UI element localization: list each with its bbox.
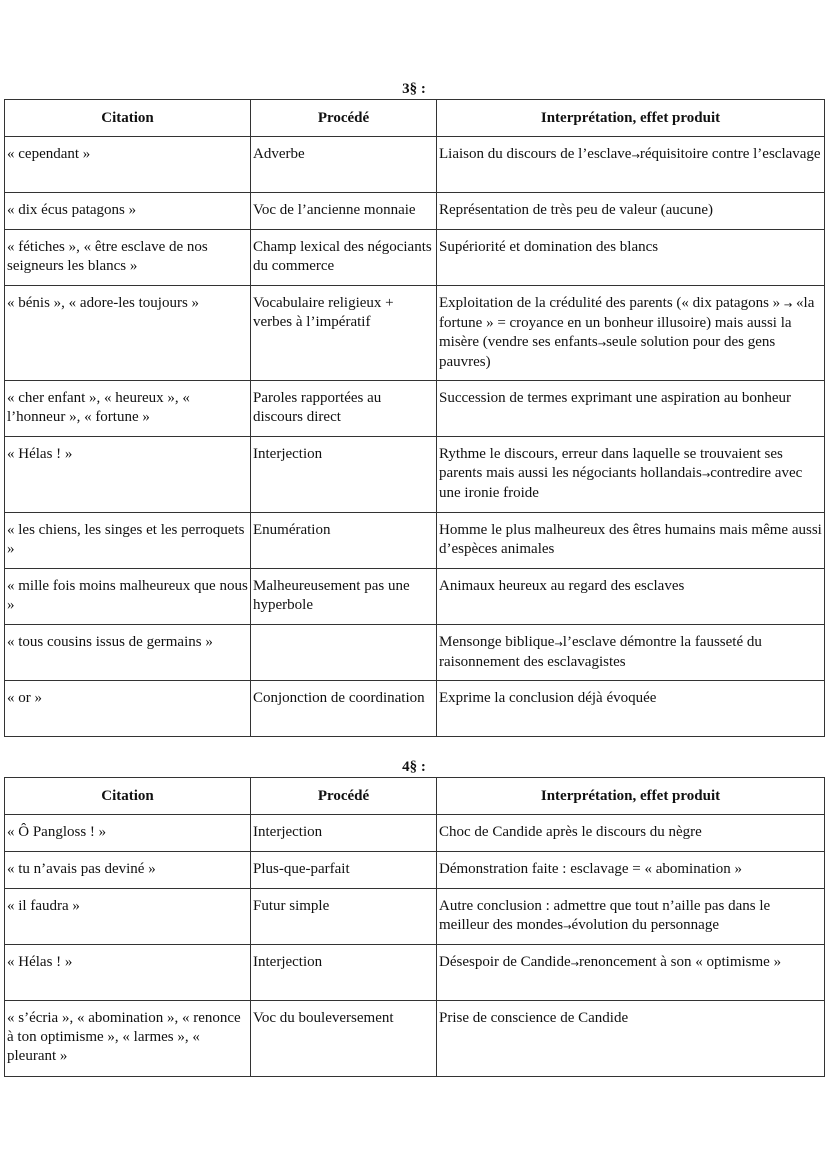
procede-cell: Voc du bouleversement <box>251 1001 437 1077</box>
table-row <box>5 852 825 889</box>
table-row <box>5 815 825 852</box>
citation-cell: « Hélas ! » <box>5 437 251 513</box>
interpretation-cell: Choc de Candide après le discours du nègre <box>437 815 825 852</box>
interpretation-cell: Autre conclusion : admettre que tout n’aille pas dans le meilleur des mondes→évolution du personnage <box>437 889 825 945</box>
citation-cell: « s’écria », « abomination », « renonce à ton optimisme », « larmes », « pleurant » <box>5 1001 251 1077</box>
header-citation: Citation <box>5 778 251 815</box>
interpretation-cell: Mensonge biblique→l’esclave démontre la fausseté du raisonnement des esclavagistes <box>437 625 825 681</box>
table-row <box>5 513 825 569</box>
interpretation-cell: Animaux heureux au regard des esclaves <box>437 569 825 625</box>
interpretation-cell: Liaison du discours de l’esclave→réquisitoire contre l’esclavage <box>437 137 825 193</box>
table-row <box>5 381 825 437</box>
table-row <box>5 569 825 625</box>
arrow-icon: → <box>701 470 711 481</box>
interpretation-cell: Désespoir de Candide→renoncement à son « optimisme » <box>437 945 825 1001</box>
procede-cell: Plus-que-parfait <box>251 852 437 889</box>
citation-cell: « cependant » <box>5 137 251 193</box>
table-row <box>5 945 825 1001</box>
procede-cell: Conjonction de coordination <box>251 681 437 737</box>
header-interpretation: Interprétation, effet produit <box>437 778 825 815</box>
section-title: 4§ : <box>402 759 426 775</box>
header-procede: Procédé <box>251 100 437 137</box>
procede-cell: Paroles rapportées au discours direct <box>251 381 437 437</box>
table-row <box>5 193 825 230</box>
table-row <box>5 889 825 945</box>
interpretation-cell: Exploitation de la crédulité des parents (« dix patagons » → «la fortune » = croyance en un bonheur illusoire) mais aussi la misère (vendre ses enfants→seule solution pour des gens pauvres) <box>437 286 825 381</box>
header-procede: Procédé <box>251 778 437 815</box>
table-header-row <box>5 100 825 137</box>
section-title: 3§ : <box>402 81 426 97</box>
procede-cell <box>251 625 437 681</box>
interpretation-cell: Homme le plus malheureux des êtres humains mais même aussi d’espèces animales <box>437 513 825 569</box>
citation-cell: « fétiches », « être esclave de nos seigneurs les blancs » <box>5 230 251 286</box>
procede-cell: Interjection <box>251 437 437 513</box>
citation-cell: « tous cousins issus de germains » <box>5 625 251 681</box>
arrow-icon: → <box>631 151 640 162</box>
citation-cell: « il faudra » <box>5 889 251 945</box>
citation-cell: « Ô Pangloss ! » <box>5 815 251 852</box>
procede-cell: Voc de l’ancienne monnaie <box>251 193 437 230</box>
citation-cell: « bénis », « adore-les toujours » <box>5 286 251 381</box>
interpretation-cell: Rythme le discours, erreur dans laquelle se trouvaient ses parents mais aussi les négociants hollandais→contredire avec une ironie froide <box>437 437 825 513</box>
table-row <box>5 230 825 286</box>
header-interpretation: Interprétation, effet produit <box>437 100 825 137</box>
citation-cell: « tu n’avais pas deviné » <box>5 852 251 889</box>
arrow-icon: → <box>783 300 793 311</box>
procede-cell: Malheureusement pas une hyperbole <box>251 569 437 625</box>
table-row <box>5 625 825 681</box>
arrow-icon: → <box>554 639 563 650</box>
procede-cell: Champ lexical des négociants du commerce <box>251 230 437 286</box>
table-row <box>5 286 825 381</box>
analysis-table <box>4 99 825 737</box>
procede-cell: Interjection <box>251 945 437 1001</box>
table-row <box>5 681 825 737</box>
section-3 <box>4 80 824 737</box>
citation-cell: « cher enfant », « heureux », « l’honneur », « fortune » <box>5 381 251 437</box>
citation-cell: « or » <box>5 681 251 737</box>
interpretation-cell: Prise de conscience de Candide <box>437 1001 825 1077</box>
arrow-icon: → <box>570 959 580 970</box>
table-row <box>5 137 825 193</box>
interpretation-cell: Exprime la conclusion déjà évoquée <box>437 681 825 737</box>
citation-cell: « dix écus patagons » <box>5 193 251 230</box>
procede-cell: Interjection <box>251 815 437 852</box>
table-row <box>5 437 825 513</box>
citation-cell: « mille fois moins malheureux que nous » <box>5 569 251 625</box>
table-header-row <box>5 778 825 815</box>
citation-cell: « les chiens, les singes et les perroquets » <box>5 513 251 569</box>
arrow-icon: → <box>597 339 607 350</box>
table-row <box>5 1001 825 1077</box>
interpretation-cell: Succession de termes exprimant une aspiration au bonheur <box>437 381 825 437</box>
citation-cell: « Hélas ! » <box>5 945 251 1001</box>
procede-cell: Vocabulaire religieux + verbes à l’impératif <box>251 286 437 381</box>
procede-cell: Enumération <box>251 513 437 569</box>
procede-cell: Adverbe <box>251 137 437 193</box>
section-4 <box>4 758 824 1077</box>
header-citation: Citation <box>5 100 251 137</box>
arrow-icon: → <box>563 922 572 933</box>
interpretation-cell: Supériorité et domination des blancs <box>437 230 825 286</box>
interpretation-cell: Démonstration faite : esclavage = « abomination » <box>437 852 825 889</box>
analysis-table <box>4 777 825 1077</box>
procede-cell: Futur simple <box>251 889 437 945</box>
interpretation-cell: Représentation de très peu de valeur (aucune) <box>437 193 825 230</box>
